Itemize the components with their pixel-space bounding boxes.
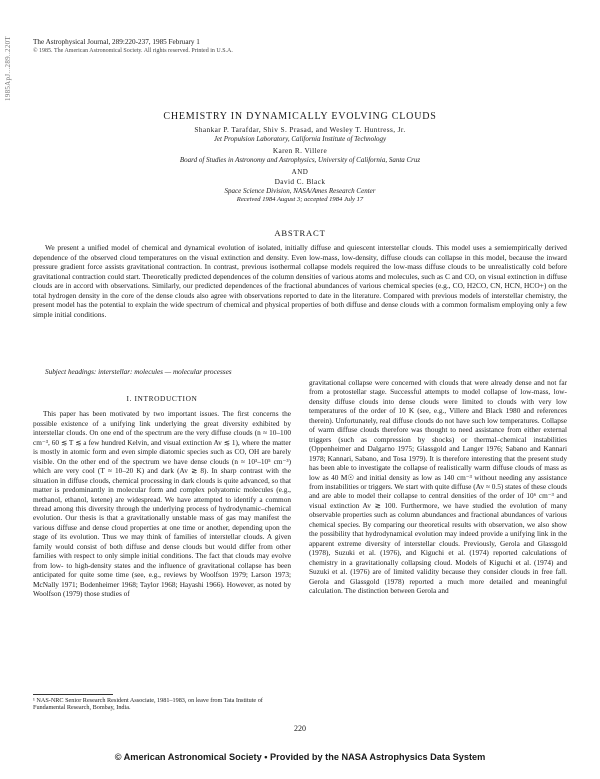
- left-column-paragraph: This paper has been motivated by two important issues. The first concerns the possible existence of a unifying link underlying the great diversity exhibited by interstellar clouds. On one end of the spectrum are the very diffuse clouds (n ≈ 10–100 cm⁻³, 60 ≲ T ≲ a few hundred Kelvin, and visual extinction Av ≲ 1), where the matter is mostly in atomic form and even simple diatomic species such as CO, OH are barely visible. On the other end of the spectrum we have dense clouds (n ≈ 10³–10⁵ cm⁻³) which are very cool (T ≈ 10–20 K) and dark (Av ≳ 8). In sharp contrast with the situation in diffuse clouds, chemical processing in dark clouds is quite advanced, so that matter is predominantly in molecular form and complex polyatomic molecules (e.g., methanol, ethanol, ketene) are widespread. We have attempted to identify a common thread among this diversity through the underlying process of hydrodynamic–chemical evolution. Our thesis is that a gravitationally unstable mass of gas may manifest the various diffuse and dense cloud properties at one time or another, depending upon the stage of its evolution. Thus we may think of families of interstellar clouds. A given family would consist of both diffuse and dense clouds but would differ from other families with respect to only simple initial conditions. The fact that clouds may evolve from low- to high-density states and the influence of gravitational collapse has been anticipated for quite some time (see, e.g., reviews by Woolfson 1979; Larson 1973; McNally 1971; Bodenheimer 1968; Taylor 1968; Hayashi 1966). However, as noted by Woolfson (1979) those studies of: [33, 409, 291, 599]
- author-group-1: Shankar P. Tarafdar, Shiv S. Prasad, and Wesley T. Huntress, Jr.: [194, 125, 406, 134]
- affiliation-1: Jet Propulsion Laboratory, California Institute of Technology: [213, 134, 387, 143]
- subject-headings: Subject headings: interstellar: molecules — molecular processes: [45, 368, 232, 376]
- affiliation-2: Board of Studies in Astronomy and Astrophysics, University of California, Santa Cruz: [179, 155, 421, 164]
- abstract-heading: ABSTRACT: [274, 228, 326, 238]
- paper-title: CHEMISTRY IN DYNAMICALLY EVOLVING CLOUDS: [163, 111, 437, 122]
- section-heading: I. INTRODUCTION: [126, 394, 198, 403]
- left-column: [33, 392, 291, 599]
- received-dates: Received 1984 August 3; accepted 1984 July 17: [236, 195, 364, 203]
- footnote-rule: [33, 694, 113, 695]
- title-block: [30, 111, 570, 204]
- affiliation-3: Space Science Division, NASA/Ames Research Center: [224, 186, 376, 195]
- right-column: [309, 378, 567, 595]
- author-group-3: David C. Black: [274, 177, 326, 187]
- right-column-paragraph: gravitational collapse were concerned with clouds that were already dense and not far from a protostellar stage. Successful attempts to model collapse of low-mass, low-density diffuse clouds into dense clouds were limited to clouds with very low temperatures of the order of 10 K (see, e.g., Villere and Black 1980 and references therein). Unfortunately, real diffuse clouds do not have such low temperatures. Collapse of warm diffuse clouds therefore was thought to need assistance from either external triggers (such as compression by shocks) or thermal–chemical instabilities (Oppenheimer and Dalgarno 1975; Glassgold and Langer 1976; Sabano and Kannari 1978; Kannari, Sabano, and Tosa 1979). It is therefore interesting that the present study has been able to investigate the collapse of realistically warm diffuse clouds of mass as low as 40 M☉ and initial density as low as 140 cm⁻³ without needing any assistance from instabilities or triggers. We start with quite diffuse (Av ≈ 0.5) states of these clouds and are able to model their collapse to central densities of the order of 10⁶ cm⁻³ and visual extinction Av ≳ 100. Furthermore, we have studied the evolution of many observable properties such as column abundances and fractional abundances of various chemical species. By comparing our theoretical results with observation, we also show the possibility that hydrodynamical evolution may indeed provide a unifying link in the apparent extreme diversity of interstellar clouds. Previously, Gerola and Glassgold (1978), Suzuki et al. (1976), and Kiguchi et al. (1974) reported calculations of chemistry in a gravitationally collapsing cloud. Models of Kiguchi et al. (1974) and Suzuki et al. (1976) are of limited validity because they consider clouds in free fall. Gerola and Glassgold (1978) reported a much more detailed and meaningful calculation. The distinction between Gerola and: [309, 378, 567, 595]
- and-separator: AND: [291, 168, 309, 177]
- page-number: 220: [294, 724, 306, 733]
- journal-copyright: © 1985. The American Astronomical Society. All rights reserved. Printed in U.S.A.: [33, 48, 233, 54]
- ads-footer: © American Astronomical Society • Provided by the NASA Astrophysics Data System: [114, 752, 486, 762]
- journal-header: [33, 38, 233, 56]
- bibcode-side-label: 1985ApJ...289..220T: [4, 36, 12, 102]
- abstract-paragraph: We present a unified model of chemical and dynamical evolution of isolated, initially diffuse and quiescent interstellar clouds. This model uses a semiempirically derived dependence of the observed cloud temperatures on the visual extinction and density. Even low-mass, low-density, diffuse clouds can collapse in this model, because the inward pressure gradient force assists gravitational contraction. In contrast, previous isothermal collapse models required the low-mass diffuse clouds to be unrealistically cold before gravitational contraction could start. Theoretically predicted dependences of the column densities of various atoms and molecules, such as C and CO, on visual extinction in diffuse clouds are in accord with observations. Similarly, our predicted dependences of the fractional abundances of various chemical species (e.g., CO, H2CO, CN, HCN, HCO+) on the total hydrogen density in the core of the dense clouds also agree with observations reported to date in the literature. Compared with previous models of interstellar chemistry, the present model has the potential to explain the wide spectrum of chemical and physical properties of both diffuse and dense clouds with a common formalism employing only a few simple initial conditions.: [33, 243, 567, 319]
- abstract-body: [33, 243, 567, 319]
- footnote: ¹ NAS-NRC Senior Research Resident Associate, 1981–1983, on leave from Tata Institute of Fundamental Research, Bombay, India.: [33, 697, 263, 712]
- journal-citation: The Astrophysical Journal, 289:220-237, 1985 February 1: [33, 38, 200, 46]
- author-group-2: Karen R. Villere: [272, 146, 328, 156]
